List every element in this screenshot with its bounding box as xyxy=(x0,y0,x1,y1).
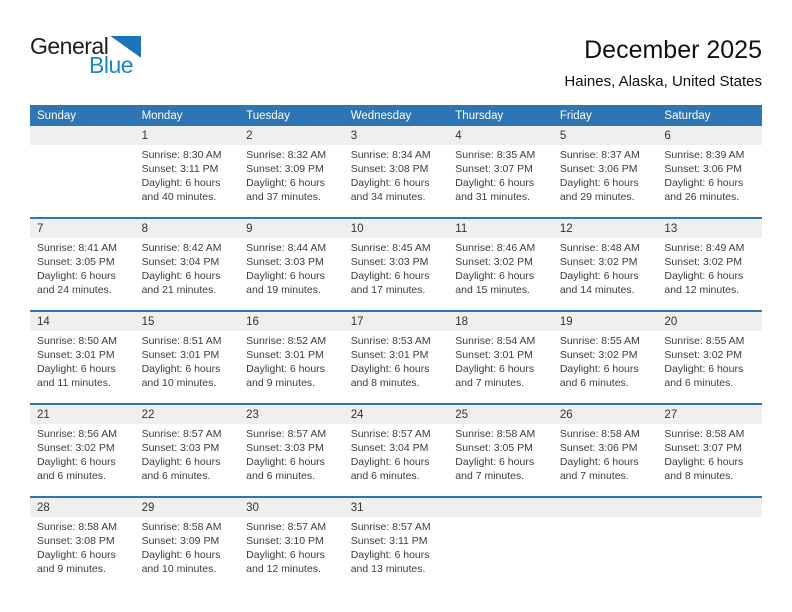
day-details-row xyxy=(30,238,762,310)
daylight-text: Daylight: 6 hours and 9 minutes. xyxy=(37,549,116,575)
day-number: 27 xyxy=(664,408,678,421)
daylight-text: Daylight: 6 hours and 19 minutes. xyxy=(246,270,325,296)
sunrise-text: Sunrise: 8:37 AM xyxy=(559,149,640,161)
day-cell xyxy=(30,238,135,310)
sunset-text: Sunset: 3:07 PM xyxy=(664,442,743,454)
sunset-text: Sunset: 3:02 PM xyxy=(664,349,743,361)
sunrise-text: Sunrise: 8:39 AM xyxy=(664,149,745,161)
sunrise-text: Sunrise: 8:45 AM xyxy=(350,242,431,254)
day-details-row xyxy=(30,145,762,217)
sunset-text: Sunset: 3:05 PM xyxy=(455,442,533,454)
day-number: 10 xyxy=(350,222,364,235)
calendar-week-row xyxy=(30,403,762,496)
day-number: 20 xyxy=(664,315,678,328)
day-cell xyxy=(657,424,762,496)
daylight-text: Daylight: 6 hours and 37 minutes. xyxy=(246,177,325,203)
daylight-text: Daylight: 6 hours and 24 minutes. xyxy=(37,270,116,296)
day-cell xyxy=(30,145,135,217)
calendar-week-row xyxy=(30,217,762,310)
sunrise-text: Sunrise: 8:58 AM xyxy=(559,428,640,440)
sunrise-text: Sunrise: 8:32 AM xyxy=(246,149,327,161)
weekday-label-saturday: Saturday xyxy=(664,109,711,122)
day-cell xyxy=(344,238,449,310)
day-number: 22 xyxy=(141,408,155,421)
day-cell xyxy=(657,517,762,589)
sunrise-text: Sunrise: 8:44 AM xyxy=(246,242,327,254)
sunrise-text: Sunrise: 8:49 AM xyxy=(664,242,745,254)
sunrise-text: Sunrise: 8:35 AM xyxy=(455,149,536,161)
sunset-text: Sunset: 3:01 PM xyxy=(246,349,324,361)
sunrise-text: Sunrise: 8:53 AM xyxy=(350,335,431,347)
daylight-text: Daylight: 6 hours and 10 minutes. xyxy=(141,549,221,575)
sunset-text: Sunset: 3:03 PM xyxy=(350,256,429,268)
daylight-text: Daylight: 6 hours and 10 minutes. xyxy=(141,363,221,389)
day-number: 4 xyxy=(455,129,462,142)
daylight-text: Daylight: 6 hours and 6 minutes. xyxy=(37,456,116,482)
daylight-text: Daylight: 6 hours and 9 minutes. xyxy=(246,363,325,389)
day-number: 18 xyxy=(455,315,469,328)
sunrise-text: Sunrise: 8:52 AM xyxy=(246,335,327,347)
sunrise-text: Sunrise: 8:57 AM xyxy=(350,428,431,440)
day-number: 8 xyxy=(141,222,148,235)
sunrise-text: Sunrise: 8:42 AM xyxy=(141,242,222,254)
logo-text-general: General xyxy=(30,33,109,59)
calendar-week-row xyxy=(30,310,762,403)
day-cell xyxy=(30,424,135,496)
day-number: 3 xyxy=(350,129,358,142)
sunrise-text: Sunrise: 8:58 AM xyxy=(664,428,745,440)
daylight-text: Daylight: 6 hours and 6 minutes. xyxy=(141,456,221,482)
day-cell xyxy=(448,331,553,403)
sunset-text: Sunset: 3:03 PM xyxy=(141,442,220,454)
day-number: 29 xyxy=(141,501,155,514)
daylight-text: Daylight: 6 hours and 12 minutes. xyxy=(664,270,744,296)
day-number-strip xyxy=(30,312,762,331)
sunset-text: Sunset: 3:06 PM xyxy=(664,163,743,175)
logo-text-blue: Blue xyxy=(89,52,134,78)
day-cell xyxy=(448,238,553,310)
day-number: 15 xyxy=(141,315,155,328)
daylight-text: Daylight: 6 hours and 21 minutes. xyxy=(141,270,221,296)
daylight-text: Daylight: 6 hours and 13 minutes. xyxy=(350,549,430,575)
daylight-text: Daylight: 6 hours and 7 minutes. xyxy=(455,363,535,389)
day-number: 28 xyxy=(37,501,50,514)
sunrise-text: Sunrise: 8:50 AM xyxy=(37,335,117,347)
day-cell xyxy=(239,424,344,496)
day-cell xyxy=(30,331,135,403)
daylight-text: Daylight: 6 hours and 11 minutes. xyxy=(37,363,116,389)
sunset-text: Sunset: 3:03 PM xyxy=(246,256,324,268)
day-number: 26 xyxy=(559,408,573,421)
day-cell xyxy=(448,517,553,589)
sunrise-text: Sunrise: 8:48 AM xyxy=(559,242,640,254)
sunrise-text: Sunrise: 8:57 AM xyxy=(141,428,222,440)
calendar-week-row xyxy=(30,126,762,217)
sunset-text: Sunset: 3:01 PM xyxy=(141,349,220,361)
weekday-label-sunday: Sunday xyxy=(37,109,77,122)
day-cell xyxy=(448,424,553,496)
day-cell xyxy=(135,145,240,217)
sunrise-text: Sunrise: 8:34 AM xyxy=(350,149,431,161)
daylight-text: Daylight: 6 hours and 34 minutes. xyxy=(350,177,430,203)
daylight-text: Daylight: 6 hours and 15 minutes. xyxy=(455,270,535,296)
day-number-strip xyxy=(30,405,762,424)
daylight-text: Daylight: 6 hours and 6 minutes. xyxy=(246,456,325,482)
sunset-text: Sunset: 3:04 PM xyxy=(350,442,429,454)
day-cell xyxy=(135,331,240,403)
day-cell xyxy=(344,517,449,589)
day-number-strip xyxy=(30,126,762,145)
sunset-text: Sunset: 3:04 PM xyxy=(141,256,220,268)
daylight-text: Daylight: 6 hours and 7 minutes. xyxy=(455,456,535,482)
sunrise-text: Sunrise: 8:56 AM xyxy=(37,428,117,440)
sunrise-text: Sunrise: 8:51 AM xyxy=(141,335,222,347)
day-cell xyxy=(657,145,762,217)
day-cell xyxy=(553,331,658,403)
day-number: 9 xyxy=(246,222,253,235)
sunrise-text: Sunrise: 8:46 AM xyxy=(455,242,536,254)
day-cell xyxy=(553,517,658,589)
calendar-week-row xyxy=(30,496,762,589)
sunset-text: Sunset: 3:08 PM xyxy=(37,535,115,547)
daylight-text: Daylight: 6 hours and 14 minutes. xyxy=(559,270,639,296)
weekday-label-friday: Friday xyxy=(559,109,592,122)
daylight-text: Daylight: 6 hours and 6 minutes. xyxy=(664,363,744,389)
day-number: 5 xyxy=(559,129,567,142)
day-number: 21 xyxy=(37,408,50,421)
sunrise-text: Sunrise: 8:57 AM xyxy=(246,428,327,440)
day-cell xyxy=(239,238,344,310)
day-number: 14 xyxy=(37,315,50,328)
sunrise-text: Sunrise: 8:30 AM xyxy=(141,149,222,161)
sunrise-text: Sunrise: 8:55 AM xyxy=(664,335,745,347)
sunset-text: Sunset: 3:02 PM xyxy=(664,256,743,268)
day-number: 1 xyxy=(141,129,148,142)
day-number: 2 xyxy=(246,129,253,142)
calendar-weeks xyxy=(30,126,762,589)
sunset-text: Sunset: 3:11 PM xyxy=(350,535,428,547)
sunset-text: Sunset: 3:05 PM xyxy=(37,256,115,268)
daylight-text: Daylight: 6 hours and 6 minutes. xyxy=(350,456,430,482)
sunset-text: Sunset: 3:03 PM xyxy=(246,442,324,454)
day-number: 25 xyxy=(455,408,469,421)
day-number: 13 xyxy=(664,222,678,235)
day-cell xyxy=(448,145,553,217)
day-number: 11 xyxy=(455,222,468,235)
sunset-text: Sunset: 3:02 PM xyxy=(455,256,533,268)
sunset-text: Sunset: 3:10 PM xyxy=(246,535,324,547)
day-cell xyxy=(239,145,344,217)
daylight-text: Daylight: 6 hours and 29 minutes. xyxy=(559,177,639,203)
sunset-text: Sunset: 3:08 PM xyxy=(350,163,429,175)
day-cell xyxy=(239,517,344,589)
daylight-text: Daylight: 6 hours and 8 minutes. xyxy=(350,363,430,389)
sunrise-text: Sunrise: 8:58 AM xyxy=(141,521,222,533)
sunset-text: Sunset: 3:02 PM xyxy=(559,256,638,268)
sunrise-text: Sunrise: 8:54 AM xyxy=(455,335,536,347)
day-cell xyxy=(344,331,449,403)
day-cell xyxy=(135,424,240,496)
sunset-text: Sunset: 3:01 PM xyxy=(37,349,115,361)
day-details-row xyxy=(30,517,762,589)
day-number: 19 xyxy=(559,315,573,328)
weekday-label-thursday: Thursday xyxy=(455,109,504,122)
sunrise-text: Sunrise: 8:57 AM xyxy=(350,521,431,533)
day-cell xyxy=(657,331,762,403)
sunrise-text: Sunrise: 8:58 AM xyxy=(37,521,117,533)
sunset-text: Sunset: 3:11 PM xyxy=(141,163,219,175)
day-cell xyxy=(344,424,449,496)
calendar-table xyxy=(30,105,762,589)
daylight-text: Daylight: 6 hours and 6 minutes. xyxy=(559,363,639,389)
day-cell xyxy=(344,145,449,217)
day-number: 24 xyxy=(350,408,364,421)
day-number-strip xyxy=(30,219,762,238)
day-cell xyxy=(135,238,240,310)
day-number: 30 xyxy=(246,501,259,514)
daylight-text: Daylight: 6 hours and 17 minutes. xyxy=(350,270,430,296)
weekday-label-monday: Monday xyxy=(141,109,183,122)
weekday-label-tuesday: Tuesday xyxy=(246,109,290,122)
sunrise-text: Sunrise: 8:55 AM xyxy=(559,335,640,347)
day-cell xyxy=(657,238,762,310)
sunset-text: Sunset: 3:02 PM xyxy=(559,349,638,361)
day-cell xyxy=(135,517,240,589)
sunset-text: Sunset: 3:09 PM xyxy=(246,163,324,175)
daylight-text: Daylight: 6 hours and 26 minutes. xyxy=(664,177,744,203)
sunset-text: Sunset: 3:06 PM xyxy=(559,163,638,175)
daylight-text: Daylight: 6 hours and 7 minutes. xyxy=(559,456,639,482)
sunset-text: Sunset: 3:09 PM xyxy=(141,535,220,547)
sunset-text: Sunset: 3:07 PM xyxy=(455,163,533,175)
day-number: 17 xyxy=(350,315,364,328)
sunrise-text: Sunrise: 8:57 AM xyxy=(246,521,327,533)
weekday-header-row xyxy=(30,105,762,126)
daylight-text: Daylight: 6 hours and 8 minutes. xyxy=(664,456,744,482)
sunset-text: Sunset: 3:06 PM xyxy=(559,442,638,454)
day-cell xyxy=(553,424,658,496)
daylight-text: Daylight: 6 hours and 31 minutes. xyxy=(455,177,535,203)
general-blue-logo xyxy=(30,34,190,92)
day-number: 12 xyxy=(559,222,573,235)
sunset-text: Sunset: 3:01 PM xyxy=(350,349,429,361)
day-number: 7 xyxy=(37,222,44,235)
day-cell xyxy=(553,238,658,310)
page-title: December 2025 xyxy=(584,36,762,64)
day-number: 31 xyxy=(350,501,364,514)
daylight-text: Daylight: 6 hours and 40 minutes. xyxy=(141,177,221,203)
page-subtitle: Haines, Alaska, United States xyxy=(564,73,762,90)
day-number-strip xyxy=(30,498,762,517)
sunrise-text: Sunrise: 8:41 AM xyxy=(37,242,117,254)
day-details-row xyxy=(30,331,762,403)
sunset-text: Sunset: 3:01 PM xyxy=(455,349,533,361)
day-number: 16 xyxy=(246,315,259,328)
day-cell xyxy=(30,517,135,589)
daylight-text: Daylight: 6 hours and 12 minutes. xyxy=(246,549,325,575)
day-number: 23 xyxy=(246,408,259,421)
weekday-label-wednesday: Wednesday xyxy=(350,109,412,122)
day-cell xyxy=(553,145,658,217)
day-number: 6 xyxy=(664,129,671,142)
day-details-row xyxy=(30,424,762,496)
day-cell xyxy=(239,331,344,403)
sunset-text: Sunset: 3:02 PM xyxy=(37,442,115,454)
sunrise-text: Sunrise: 8:58 AM xyxy=(455,428,536,440)
